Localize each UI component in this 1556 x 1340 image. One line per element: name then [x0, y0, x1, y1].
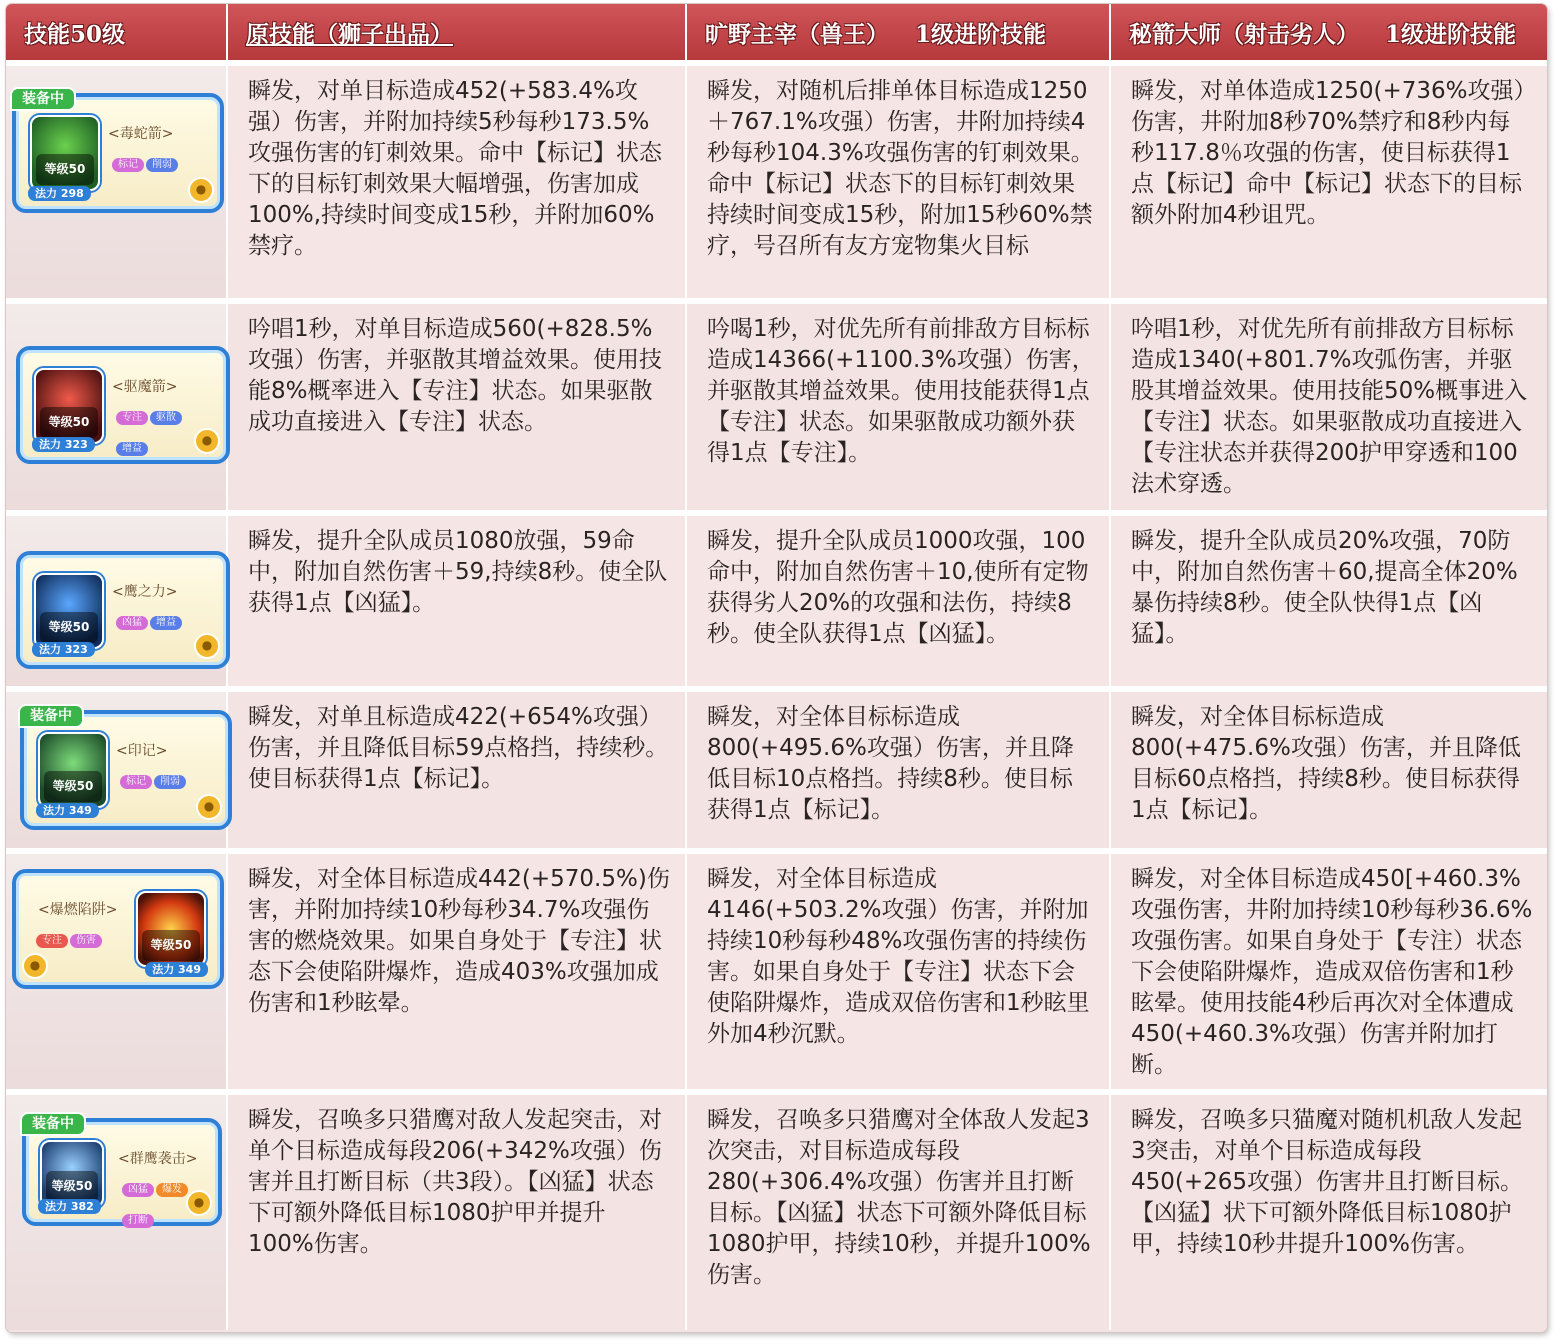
- beast-master-desc: 瞬发，对全体目标造成4146(+503.2%攻强）伤害，并附加持续10秒每秒48%攻强伤害的持续伤害。如果自身处于【专注】状态下会使陷阱爆炸，造成双倍伤害和1秒眩里外加4秒沉默。: [686, 851, 1110, 1092]
- poison-arrow-icon: 等级50: [30, 115, 100, 191]
- lock-icon: ●: [194, 633, 220, 659]
- beast-master-desc: 吟喝1秒，对优先所有前排敌方目标标造成14366(+1100.3%攻强）伤害，并驱散其增益效果。使用技能获得1点【专注】状态。如果驱散成功额外获得1点【专注】。: [686, 301, 1110, 513]
- skill-name: <毒蛇箭>: [108, 126, 174, 142]
- skills-comparison-table-frame: [6, 4, 1547, 1332]
- hawk-power-icon: 等级50: [34, 573, 104, 649]
- skill-card[interactable]: [16, 346, 230, 464]
- marksman-desc: 瞬发，提升全队成员20%攻强，70防中，附加自然伤害＋60,提高全体20%暴伤持续8秒。使全队快得1点【凶猛】。: [1110, 513, 1547, 689]
- equipped-badge: 装备中: [20, 1112, 86, 1136]
- skill-tag: 增益: [150, 616, 182, 630]
- lock-icon: ●: [22, 953, 48, 979]
- skill-cost: 法力 382: [38, 1199, 101, 1214]
- skill-tags: [116, 603, 216, 634]
- skill-row: [6, 689, 1547, 851]
- skill-cost: 法力 349: [145, 962, 208, 977]
- skill-row: [6, 1092, 1547, 1330]
- skill-name: <驱魔箭>: [112, 379, 178, 395]
- beast-master-desc: 瞬发，召唤多只猎鹰对全体敌人发起3次突击，对目标造成每段280(+306.4%攻强）伤害并且打断目标。【凶猛】状态下可额外降低目标1080护甲，持续10秒，并提升100%伤害。: [686, 1092, 1110, 1330]
- header-skill-level: 技能50级: [6, 4, 227, 63]
- original-skill-desc: 瞬发，提升全队成员1080放强，59命中，附加自然伤害＋59,持续8秒。使全队获得1点【凶猛】。: [227, 513, 686, 689]
- lock-icon: ●: [188, 177, 214, 203]
- lock-icon: ●: [186, 1190, 212, 1216]
- marksman-desc: 瞬发，对全体目标造成450[+460.3%攻强伤害，井附加持续10秒每秒36.6%攻强伤害。如果自身处于【专注）状态下会使陷阱爆炸，造成双倍伤害和1秒眩晕。使用技能4秒后再次对全体遭成450(+460.3%攻强）伤害并附加打断。: [1110, 851, 1547, 1092]
- skill-row: [6, 63, 1547, 301]
- skill-card[interactable]: [16, 551, 230, 669]
- skill-tag: 驱散: [150, 411, 182, 425]
- lock-icon: ●: [194, 428, 220, 454]
- equipped-badge: 装备中: [10, 87, 76, 111]
- exorcism-arrow-icon: 等级50: [34, 368, 104, 444]
- skill-card[interactable]: [12, 93, 224, 213]
- skill-tag: 标记: [120, 775, 152, 789]
- marksman-desc: 瞬发，对单体造成1250(+736%攻强）伤害，井附加8秒70%禁疗和8秒内每秒117.8％攻强的伤害，使目标获得1点【标记】命中【标记】状态下的目标额外附加4秒诅咒。: [1110, 63, 1547, 301]
- marksman-desc: 瞬发，召唤多只猫魔对随机机敌人发起3突击，对单个目标造成每段450(+265攻强）伤害井且打断目标。【凶猛】状下可额外降低目标1080护甲，持续10秒井提升100%伤害。: [1110, 1092, 1547, 1330]
- skill-tag: 削弱: [154, 775, 186, 789]
- original-skill-desc: 瞬发，对单且标造成422(+654%攻强）伤害，并且降低目标59点格挡，持续秒。使目标获得1点【标记】。: [227, 689, 686, 851]
- skill-name: <群鹰袭击>: [118, 1150, 198, 1167]
- header-marksman: 秘箭大师（射击劣人） 1级进阶技能: [1110, 4, 1547, 63]
- skill-tag: 爆发: [156, 1183, 188, 1197]
- original-skill-desc: 瞬发，召唤多只猎鹰对敌人发起突击，对单个目标造成每段206(+342%攻强）伤害并且打断目标（共3段）。【凶猛】状态下可额外降低目标1080护甲并提升100%伤害。: [227, 1092, 686, 1330]
- skill-card-cell: [6, 1092, 227, 1330]
- original-skill-desc: 吟唱1秒，对单目标造成560(+828.5%攻强）伤害，并驱散其增益效果。使用技能8%概率进入【专注】状态。如果驱散成功直接进入【专注】状态。: [227, 301, 686, 513]
- equipped-badge: 装备中: [18, 704, 84, 728]
- skill-tag: 专注: [36, 934, 68, 948]
- skill-row: [6, 301, 1547, 513]
- skill-cost: 法力 323: [32, 437, 95, 452]
- skill-card[interactable]: [12, 869, 224, 989]
- skill-name: <爆燃陷阱>: [38, 901, 118, 918]
- skill-tag: 伤害: [70, 934, 102, 948]
- skill-row: [6, 513, 1547, 689]
- beast-master-desc: 瞬发，对随机后排单体目标造成1250＋767.1%攻强）伤害，井附加持续4秒每秒104.3%攻强伤害的钉刺效果。命中【标记】状态下的目标钉刺效果持续时间变成15秒，附加15秒60%禁疗，号召所有友方宠物集火目标: [686, 63, 1110, 301]
- skill-tag: 增益: [116, 442, 148, 456]
- beast-master-desc: 瞬发，对全体目标标造成800(+495.6%攻强）伤害，并且降低目标10点格挡。持续8秒。使目标获得1点【标记】。: [686, 689, 1110, 851]
- skill-card-cell: [6, 851, 227, 1092]
- header-row: [6, 4, 1547, 63]
- explosive-trap-icon: 等级50: [136, 891, 206, 967]
- skill-tags: [36, 921, 136, 952]
- skill-card-cell: [6, 689, 227, 851]
- skill-tags: [120, 762, 220, 793]
- skill-name: <印记>: [116, 743, 168, 759]
- skill-card-cell: [6, 301, 227, 513]
- skill-name: <鹰之力>: [112, 584, 178, 600]
- header-beast-master: 旷野主宰（兽王） 1级进阶技能: [686, 4, 1110, 63]
- mark-target-icon: 等级50: [38, 732, 108, 808]
- skill-cost: 法力 349: [36, 803, 99, 818]
- marksman-desc: 瞬发，对全体目标标造成800(+475.6%攻强）伤害，并且降低目标60点格挡，持续8秒。使目标获得1点【标记】。: [1110, 689, 1547, 851]
- original-skill-desc: 瞬发，对单目标造成452(+583.4%攻强）伤害，并附加持续5秒每秒173.5%攻强伤害的钉刺效果。命中【标记】状态下的目标钉刺效果大幅增强，伤害加成100%,持续时间变成15秒，并附加60%禁疗。: [227, 63, 686, 301]
- skill-tag: 削弱: [146, 158, 178, 172]
- skill-tag: 专注: [116, 411, 148, 425]
- marksman-desc: 吟唱1秒，对优先所有前排敌方目标标造成1340(+801.7%攻弧伤害，并驱股其增益效果。使用技能50%概事进入【专注】状态。如果驱散成功直接进入【专注状态并获得200护甲穿透和100法术穿透。: [1110, 301, 1547, 513]
- beast-master-desc: 瞬发，提升全队成员1000攻强，100命中，附加自然伤害＋10,使所有定物获得劣人20%的攻强和法伤，持续8秒。使全队获得1点【凶猛】。: [686, 513, 1110, 689]
- skill-card-cell: [6, 63, 227, 301]
- skill-card[interactable]: [22, 1115, 222, 1226]
- skill-card[interactable]: [20, 710, 232, 830]
- skill-row: [6, 851, 1547, 1092]
- skill-tag: 标记: [112, 158, 144, 172]
- skills-comparison-table: [6, 4, 1547, 1330]
- skill-card-cell: [6, 513, 227, 689]
- header-original-skill: 原技能（狮子出品）: [227, 4, 686, 63]
- skill-tag: 凶猛: [122, 1183, 154, 1197]
- skill-tag: 打断: [122, 1214, 154, 1228]
- skill-tag: 凶猛: [116, 616, 148, 630]
- skill-tags: [112, 145, 212, 176]
- skill-cost: 法力 298: [28, 186, 91, 201]
- original-skill-desc: 瞬发，对全体目标造成442(+570.5%)伤害，并附加持续10秒每秒34.7%攻强伤害的燃烧效果。如果自身处于【专注】状态下会使陷阱爆炸，造成403%攻强加成伤害和1秒眩晕。: [227, 851, 686, 1092]
- eagle-strike-icon: 等级50: [40, 1140, 104, 1208]
- skill-cost: 法力 323: [32, 642, 95, 657]
- lock-icon: ●: [196, 794, 222, 820]
